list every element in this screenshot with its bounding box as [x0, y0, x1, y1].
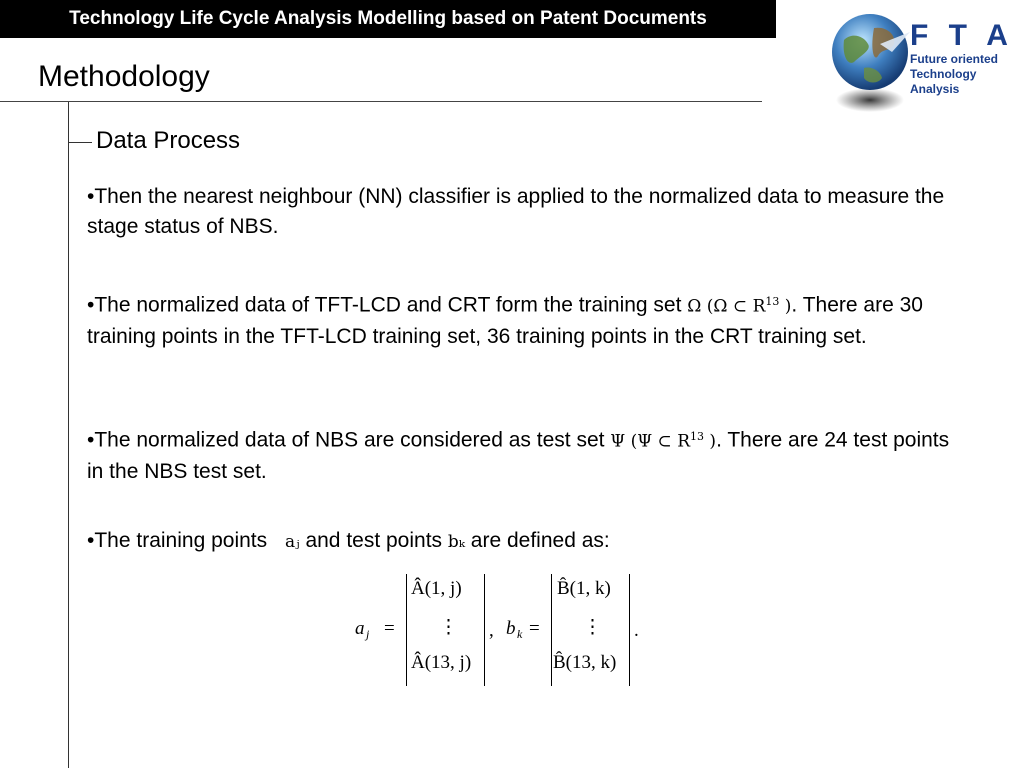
math-psi-set — [610, 422, 716, 457]
math-aj: aⱼ — [284, 532, 300, 552]
math-omega-set — [687, 287, 791, 322]
formula-period: . — [634, 620, 639, 641]
matrix-bar — [406, 574, 407, 686]
bullet-text: . There are 24 test points in the NBS test set. — [87, 428, 950, 483]
bullet-training-set — [87, 287, 967, 352]
matrix-b-top: B̂(1, k) — [557, 578, 611, 599]
section-subtitle: Data Process — [96, 127, 241, 154]
math-close: ) — [709, 431, 717, 452]
subtitle-tick — [68, 142, 92, 143]
matrix-b-bottom: B̂(13, k) — [553, 652, 617, 673]
math-exponent: 13 — [765, 295, 780, 308]
formula-comma: , — [489, 620, 494, 641]
formula-eq-1: = — [384, 618, 395, 639]
fta-logo-text — [910, 20, 1014, 97]
matrix-b-dots: ⋮ — [583, 617, 602, 638]
bullet-text: •The normalized data of TFT-LCD and CRT form the training set — [87, 293, 688, 317]
formula-a: a — [355, 618, 365, 639]
formula-b-sub: k — [517, 627, 523, 641]
matrix-a-top: Â(1, j) — [411, 578, 462, 599]
bullet-text: and test points — [299, 529, 448, 552]
title-divider — [0, 101, 762, 102]
logo-line-1: Future oriented — [910, 52, 999, 66]
definition-formula — [355, 570, 645, 690]
matrix-a-dots: ⋮ — [439, 617, 458, 638]
math-bk: bₖ — [447, 532, 465, 552]
math-text: Ψ (Ψ ⊂ R — [610, 431, 691, 452]
matrix-bar — [484, 574, 485, 686]
matrix-a-bottom: Â(13, j) — [411, 652, 472, 673]
bullet-text: are defined as: — [464, 529, 610, 552]
fta-letters: F T A — [910, 19, 1014, 52]
formula-eq-2: = — [529, 618, 540, 639]
logo-line-3: Analysis — [910, 82, 960, 96]
vertical-divider — [68, 102, 69, 768]
matrix-bar — [629, 574, 630, 686]
slide-title: Methodology — [38, 60, 210, 93]
bullet-nn-classifier: •Then the nearest neighbour (NN) classifier is applied to the normalized data to measure the stage status of NBS. — [87, 185, 945, 238]
presentation-banner: Technology Life Cycle Analysis Modelling based on Patent Documents — [0, 0, 776, 38]
matrix-bar — [551, 574, 552, 686]
bullet-text: . There are 30 training points in the TFT-LCD training set, 36 training points in the CRT training set. — [87, 293, 923, 348]
math-exponent: 13 — [690, 430, 705, 443]
formula-b: b — [506, 618, 516, 639]
bullet-test-set — [87, 422, 967, 487]
bullet-text: •The normalized data of NBS are considered as test set — [87, 428, 611, 452]
math-close: ) — [784, 296, 792, 317]
formula-a-sub: j — [366, 627, 370, 641]
bullet-points-defined — [87, 526, 967, 557]
logo-line-2: Technology — [910, 67, 977, 81]
math-text: Ω (Ω ⊂ R — [687, 296, 766, 317]
bullet-text: •The training points — [87, 529, 273, 552]
